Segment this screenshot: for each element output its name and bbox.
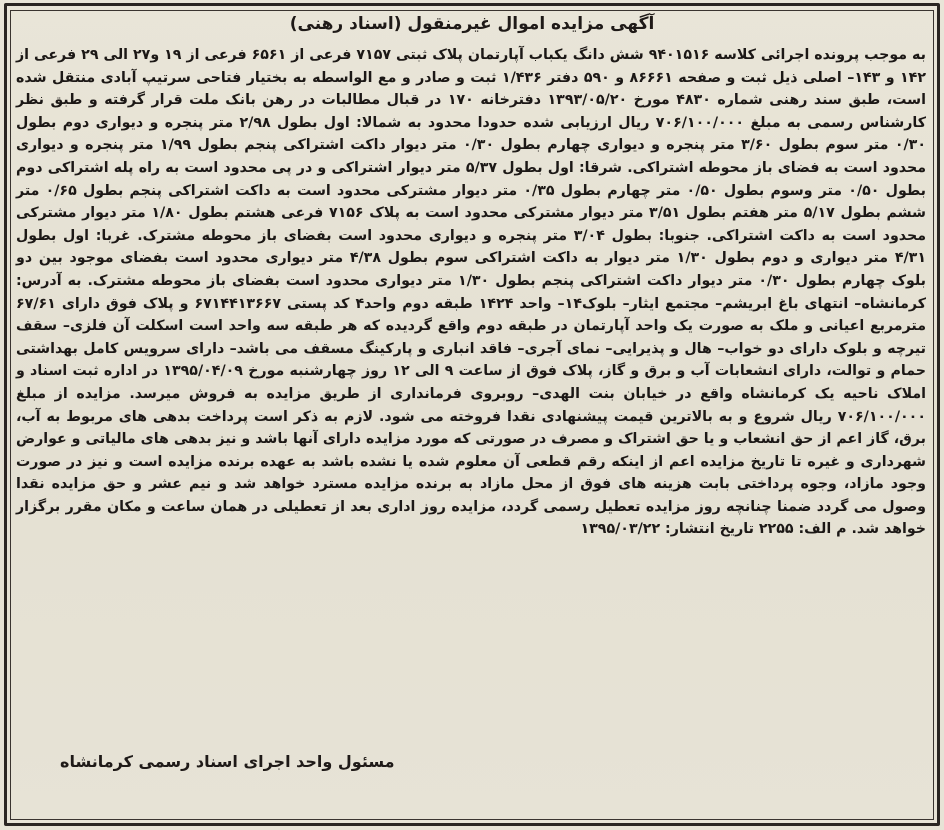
notice-signature: مسئول واحد اجرای اسناد رسمی کرمانشاه (60, 752, 395, 771)
notice-body (16, 44, 926, 541)
notice-body-text: به موجب پرونده اجرائی کلاسه ۹۴۰۱۵۱۶ شش دانگ یکباب آپارتمان پلاک ثبتی ۷۱۵۷ فرعی از ۶۵۶۱ فرعی از ۱۹ و۲۷ الی ۲۹ فرعی از ۱۴۲ و ۱۴۳– اصلی ذیل ثبت و صفحه ۸۶۶۶۱ و ۵۹۰ دفتر ۱/۴۳۶ ثبت و صادر و مع الواسطه به بختیار فتاحی سرتیپ آبادی منتقل شده است، طبق سند رهنی شماره ۴۸۳۰ مورخ ۱۳۹۳/۰۵/۲۰ دفترخانه ۱۷۰ در قبال مطالبات در رهن بانک ملت قرار گرفته و طبق نظر کارشناس رسمی به مبلغ ۷۰۶/۱۰۰/۰۰۰ ریال ارزیابی شده حدودا محدود به شمالا: اول بطول ۲/۹۸ متر پنجره و دیواری دوم بطول ۰/۳۰ متر سوم بطول ۳/۶۰ متر پنجره و دیواری چهارم بطول ۰/۳۰ متر دیوار داکت اشتراکی پنجم بطول ۱/۹۹ متر پنجره و دیواری محدود است به فضای باز محوطه اشتراکی. شرقا: اول بطول ۵/۳۷ متر دیوار اشتراکی و در پی محدود است به راه پله اشتراکی دوم بطول ۰/۵۰ متر وسوم بطول ۰/۵۰ متر چهارم بطول ۰/۳۵ متر دیوار مشترکی محدود است به داکت اشتراکی پنجم بطول ۰/۶۵ متر ششم بطول ۵/۱۷ متر هفتم بطول ۳/۵۱ متر دیوار مشترکی محدود است به پلاک ۷۱۵۶ فرعی هشتم بطول ۱/۸۰ متر دیوار مشترکی محدود است به داکت اشتراکی. جنوبا: بطول ۳/۰۴ متر پنجره و دیواری محدود است بفضای باز محوطه مشترک. غربا: اول بطول ۴/۳۱ متر دیواری و دوم بطول ۱/۳۰ متر دیوار به داکت اشتراکی سوم بطول ۴/۳۸ متر دیواری محدود است بفضای موجود بین دو بلوک چهارم بطول ۰/۳۰ متر دیوار داکت اشتراکی پنجم بطول ۱/۳۰ متر دیواری محدود است بفضای باز محوطه مشترک. به آدرس: کرمانشاه– انتهای باغ ابریشم– مجتمع ایثار– بلوک۱۴– واحد ۱۴۲۴ طبقه دوم واحد۴ کد پستی ۶۷۱۴۴۱۳۶۶۷ و پلاک فوق دارای ۶۷/۶۱ مترمربع اعیانی و ملک به صورت یک واحد آپارتمان در طبقه دوم واقع گردیده که هر طبقه سه واحد است اسکلت آن فلزی– سقف تیرچه و بلوک دارای دو خواب– هال و پذیرایی– نمای آجری– فاقد انباری و پارکینگ مسقف می باشد– دارای سرویس کامل بهداشتی حمام و توالت، دارای انشعابات آب و برق و گاز، پلاک فوق از ساعت ۹ الی ۱۲ روز چهارشنبه مورخ ۱۳۹۵/۰۴/۰۹ در اداره ثبت اسناد و املاک ناحیه یک کرمانشاه واقع در خیابان بنت الهدی– روبروی فرمانداری از طریق مزایده به فروش میرسد. مزایده از مبلغ ۷۰۶/۱۰۰/۰۰۰ ریال شروع و به بالاترین قیمت پیشنهادی نقدا فروخته می شود. لازم به ذکر است پرداخت بدهی های مربوط به آب، برق، گاز اعم از حق انشعاب و یا حق اشتراک و مصرف در صورتی که مورد مزایده دارای آنها باشد و نیز بدهی های مالیاتی و عوارض شهرداری و غیره تا تاریخ مزایده اعم از اینکه رقم قطعی آن معلوم شده یا نشده باشد به عهده برنده مزایده است و نیز در صورت وجود مازاد، وجوه پرداختی بابت هزینه های فوق از محل مازاد به برنده مزایده مسترد خواهد شد و نیم عشر و حق مزایده نقدا وصول می گردد ضمنا چنانچه روز مزایده تعطیل رسمی گردد، مزایده روز اداری بعد از تعطیلی در همان ساعت و مکان مقرر برگزار خواهد شد. م الف: ۲۲۵۵ تاریخ انتشار: ۱۳۹۵/۰۳/۲۲ (16, 47, 927, 538)
notice-title: آگهی مزایده اموال غیرمنقول (اسناد رهنی) (289, 14, 655, 34)
